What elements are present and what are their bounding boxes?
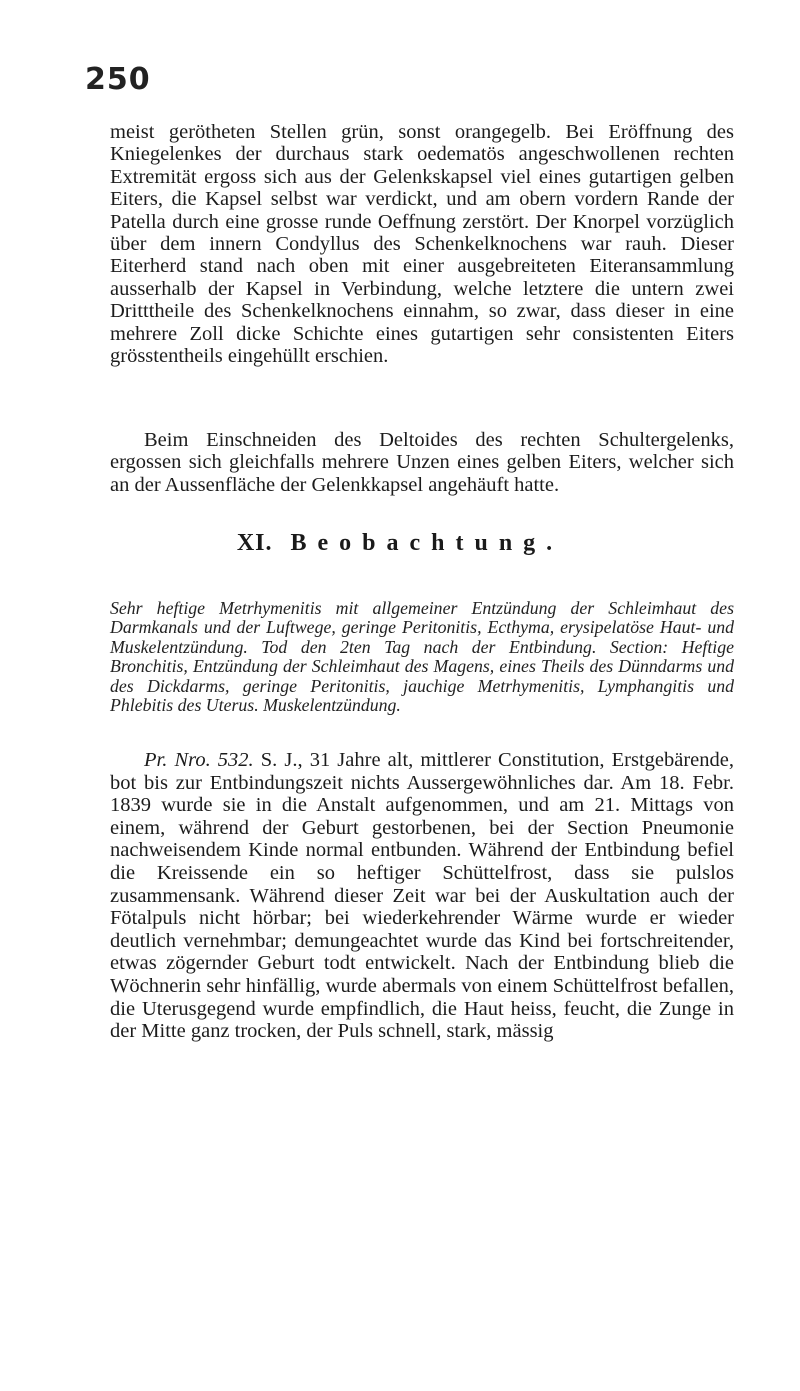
section-heading [0, 530, 800, 557]
heading-number: XI. [236, 530, 273, 556]
case-text: S. J., 31 Jahre alt, mittlerer Constitution, Erstgebärende, bot bis zur Entbindungszeit nichts Aussergewöhnliches dar. Am 18. Febr. 1839 wurde sie in die Anstalt aufgenommen, und am 21. Mittags von einem, während der Geburt gestorbenen, bei der Section Pneumonie nachweisendem Kinde normal entbunden. Während der Entbindung befiel die Kreissende ein so heftiger Schüttelfrost, dass sie pulslos zusammensank. Während dieser Zeit war bei der Auskultation auch der Fötalpuls nicht hörbar; bei wiederkehrender Wärme wurde er wieder deutlich vernehmbar; demungeachtet wurde das Kind bei fortschreitender, etwas zögernder Geburt todt entwickelt. Nach der Entbindung blieb die Wöchnerin sehr hinfällig, wurde abermals von einem Schüttelfrost befallen, die Uterusgegend wurde empfindlich, die Haut heiss, feucht, die Zunge in der Mitte ganz trocken, der Puls schnell, stark, mässig [110, 749, 734, 1043]
page-number: 250 [85, 62, 151, 97]
case-summary [110, 599, 734, 715]
paragraph-text: meist gerötheten Stellen grün, sonst orangegelb. Bei Eröffnung des Kniegelenkes der durchaus stark oedematös angeschwollenen rechten Extremität ergoss sich aus der Gelenkskapsel viel eines gutartigen gelben Eiters, die Kapsel selbst war verdickt, und am obern vordern Rande der Patella durch eine grosse runde Oeffnung zerstört. Der Knorpel vorzüglich über dem innern Condyllus des Schenkelknochens war rauh. Dieser Eiterherd stand nach oben mit einer ausgebreiteten Eiteransammlung ausserhalb der Kapsel in Verbindung, welche letztere die untern zwei Dritttheile des Schenkelknochens einnahm, so zwar, dass dieser in eine mehrere Zoll dicke Schichte eines gutartigen sehr consistenten Eiters grösstentheils eingehüllt erschien. [110, 121, 734, 368]
case-reference: Pr. Nro. 532. [144, 749, 254, 771]
paragraph-text: Beim Einschneiden des Deltoides des rechten Schultergelenks, ergossen sich gleichfalls mehrere Unzen eines gelben Eiters, welcher sich an der Aussenfläche der Gelenkkapsel angehäuft hatte. [110, 429, 734, 496]
heading-title: Beobachtung. [290, 530, 564, 556]
summary-text: Sehr heftige Metrhymenitis mit allgemeiner Entzündung der Schleimhaut des Darmkanals und der Luftwege, geringe Peritonitis, Ecthyma, erysipelatöse Haut- und Muskelentzündung. Tod den 2ten Tag nach der Entbindung. Section: Heftige Bronchitis, Entzündung der Schleimhaut des Magens, eines Theils des Dünndarms und des Dickdarms, geringe Peritonitis, jauchige Metrhymenitis, Lymphangitis und Phlebitis des Uterus. Muskelentzündung. [110, 598, 734, 716]
case-report [110, 749, 734, 1043]
paragraph-knee-joint [110, 121, 734, 367]
paragraph-shoulder-joint [110, 429, 734, 496]
